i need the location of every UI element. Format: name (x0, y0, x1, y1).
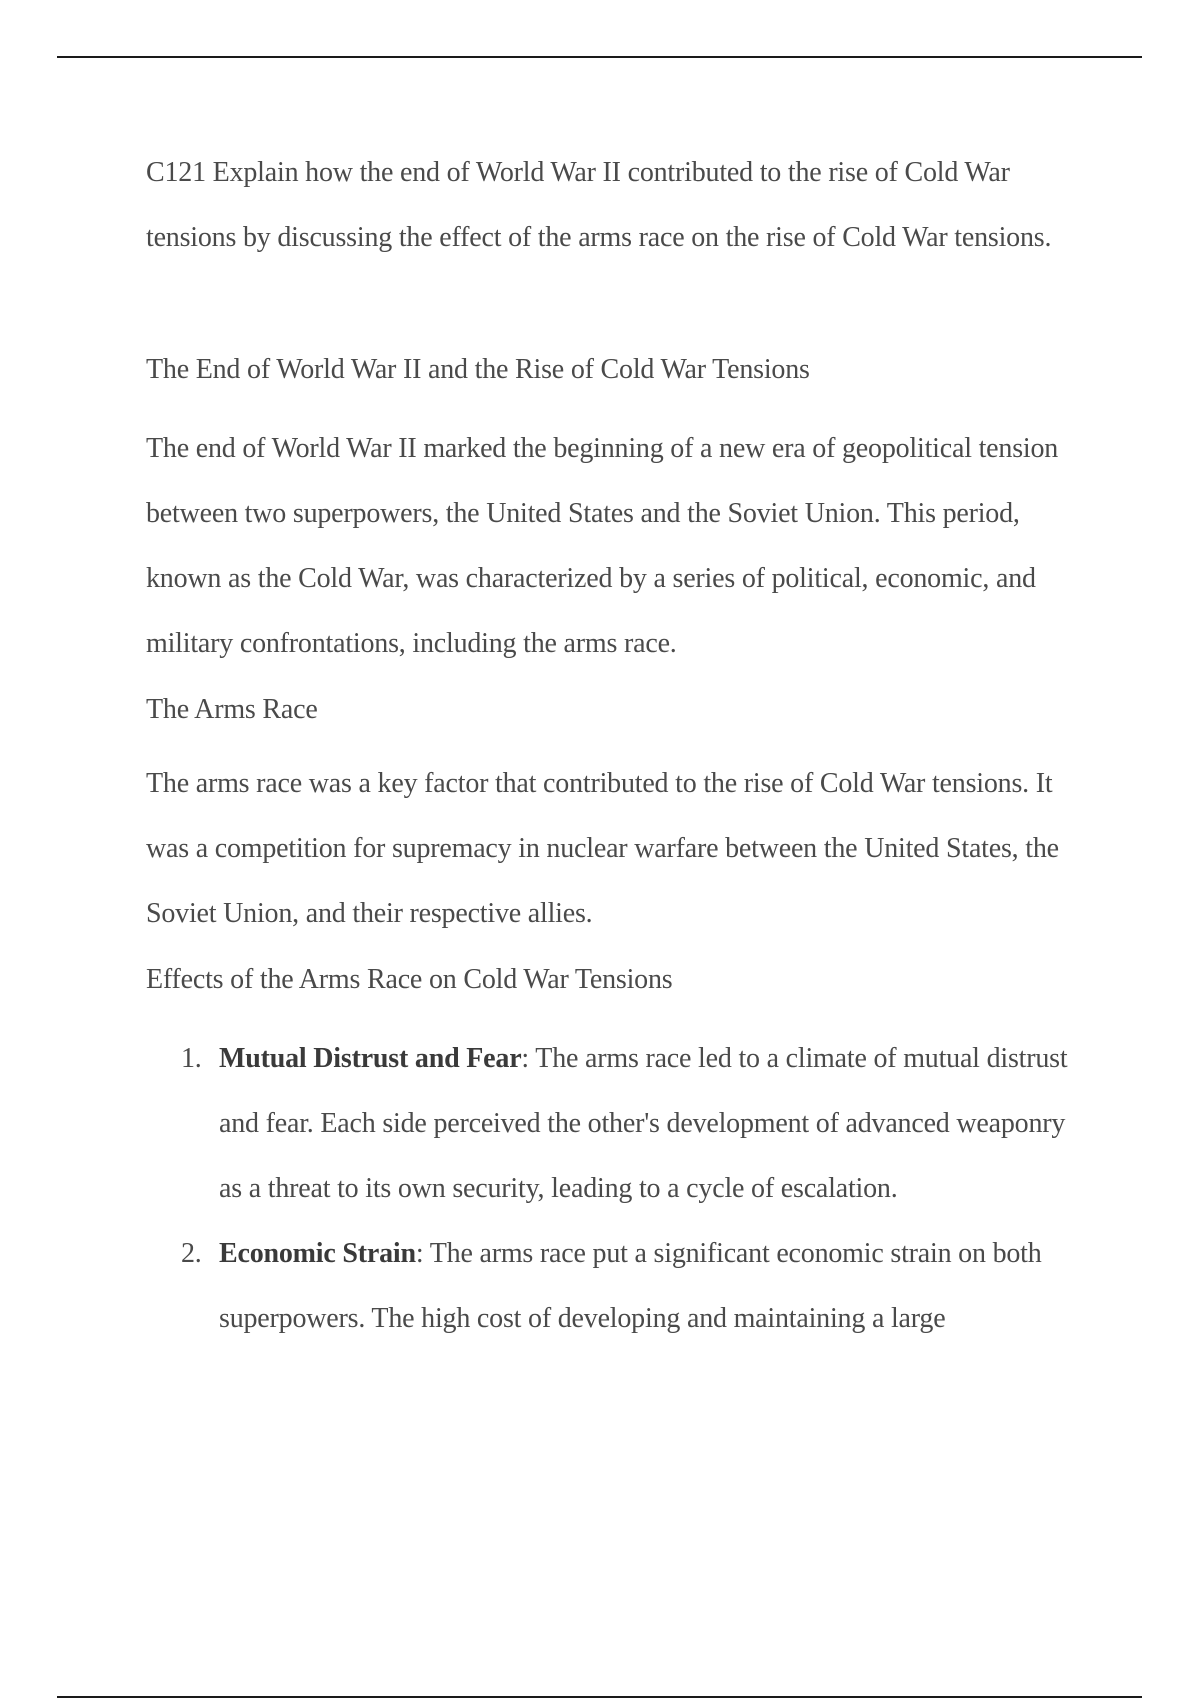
list-item-text: : The arms race led to a climate of mutual distrust and fear. Each side perceived the other's development of advanced weaponry as a threat to its own security, leading to a cycle of escalation. (219, 1043, 1068, 1204)
section-body-arms-race: The arms race was a key factor that contributed to the rise of Cold War tensions. It was a competition for supremacy in nuclear warfare between the United States, the Soviet Union, and their respective allies. (146, 768, 1059, 929)
list-item-term: Mutual Distrust and Fear (219, 1043, 522, 1074)
section-heading-effects: Effects of the Arms Race on Cold War Tensions (146, 964, 673, 995)
list-item-number: 2. (181, 1238, 202, 1269)
section-heading-arms-race: The Arms Race (146, 694, 318, 725)
effects-list (146, 1026, 1076, 1351)
top-rule (57, 56, 1142, 58)
section-body-end-of-ww2: The end of World War II marked the beginning of a new era of geopolitical tension between two superpowers, the United States and the Soviet Union. This period, known as the Cold War, was characterized by a series of political, economic, and military confrontations, including the arms race. (146, 433, 1059, 659)
list-item-text: : The arms race put a significant economic strain on both superpowers. The high cost of developing and maintaining a large (219, 1238, 1042, 1334)
list-item-number: 1. (181, 1043, 202, 1074)
list-item (146, 1221, 1076, 1351)
list-item (146, 1026, 1076, 1221)
section-heading-end-of-ww2: The End of World War II and the Rise of Cold War Tensions (146, 354, 810, 385)
list-item-term: Economic Strain (219, 1238, 416, 1269)
assignment-prompt: C121 Explain how the end of World War II contributed to the rise of Cold War tensions by discussing the effect of the arms race on the rise of Cold War tensions. (146, 157, 1052, 253)
document-body (146, 140, 1076, 1351)
bottom-rule (57, 1696, 1142, 1698)
